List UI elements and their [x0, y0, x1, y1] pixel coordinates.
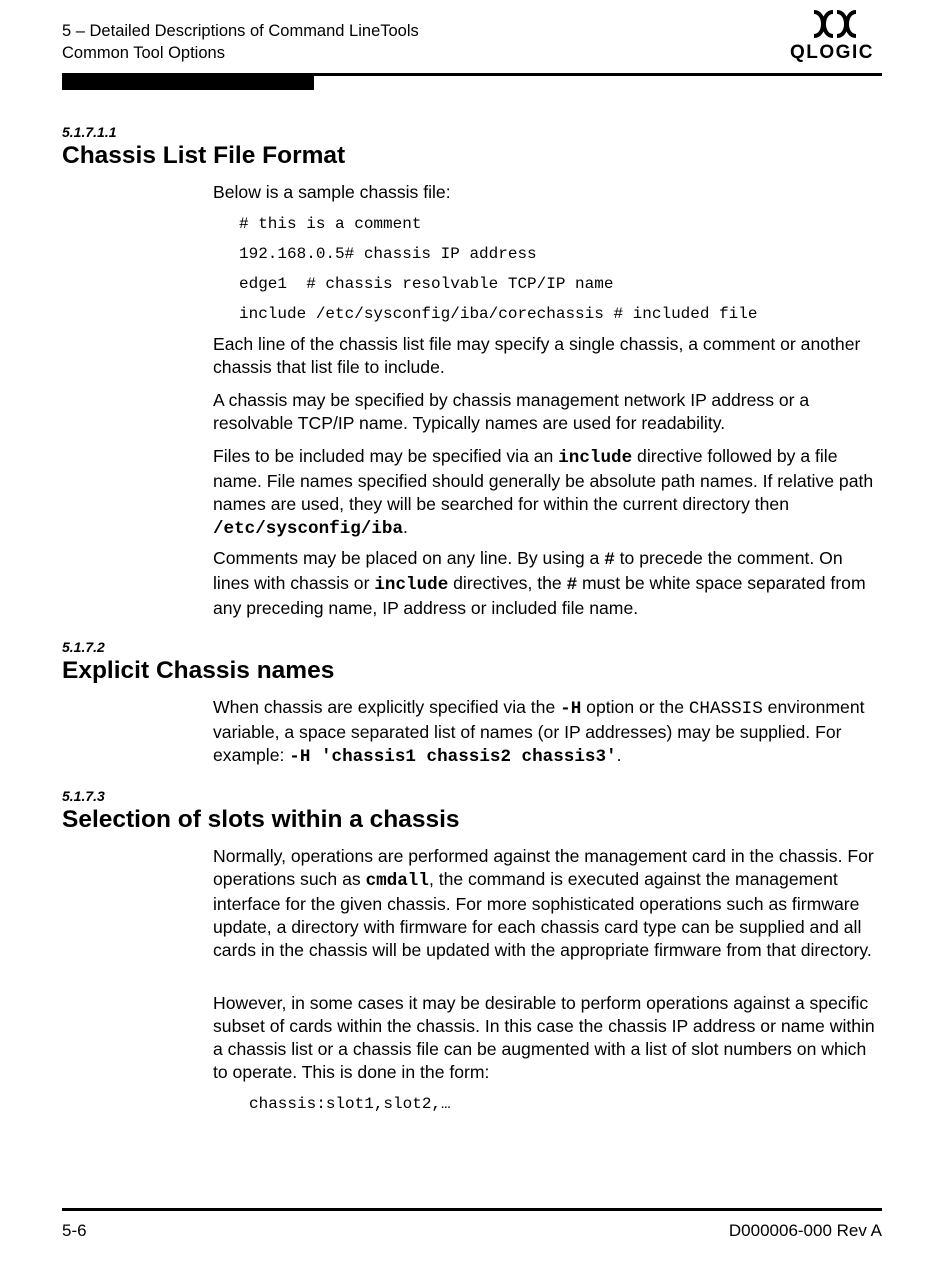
header-section: Common Tool Options	[62, 44, 225, 62]
header-bar	[62, 76, 314, 90]
text-run: Files to be included may be specified via an	[213, 446, 559, 466]
section-number: 5.1.7.2	[62, 639, 105, 655]
paragraph	[213, 845, 883, 962]
inline-code: cmdall	[365, 871, 429, 891]
page-number: 5-6	[62, 1221, 87, 1240]
code-line: chassis:slot1,slot2,…	[249, 1095, 451, 1113]
section-title: Selection of slots within a chassis	[62, 806, 460, 833]
text-run: Comments may be placed on any line. By using a	[213, 548, 605, 568]
qlogic-logo-icon	[812, 10, 858, 38]
inline-code: -H 'chassis1 chassis2 chassis3'	[289, 747, 617, 767]
inline-code: /etc/sysconfig/iba	[213, 519, 404, 539]
paragraph	[213, 389, 883, 435]
text-run: Normally, operations are performed against the management card in the chassis. For operations such as	[213, 846, 874, 889]
inline-code: -H	[560, 699, 582, 719]
header-chapter: 5 – Detailed Descriptions of Command LineTools	[62, 22, 419, 40]
text-run: to precede the comment. On lines with chassis or	[213, 548, 843, 593]
text-run: When chassis are explicitly specified via the	[213, 697, 561, 717]
code-line: include /etc/sysconfig/iba/corechassis # included file	[239, 305, 758, 323]
inline-code: #	[604, 550, 615, 570]
text-run: directives, the	[448, 573, 567, 593]
section-title: Explicit Chassis names	[62, 657, 335, 684]
footer-rule	[62, 1208, 882, 1211]
text-run: , the command is executed against the management interface for the given chassis. For more sophisticated operations such as firmware update, a directory with firmware for each chassis card type can be supplied and all cards in the chassis will be updated with the appropriate firmware from that directory.	[213, 869, 872, 960]
qlogic-logo	[790, 10, 882, 66]
text-run: directive followed by a file name. File names specified should generally be absolute path names. If relative path names are used, they will be searched for within the current directory then	[213, 446, 874, 514]
code-line: 192.168.0.5# chassis IP address	[239, 245, 537, 263]
text-run: .	[616, 745, 622, 765]
section-number: 5.1.7.1.1	[62, 124, 117, 140]
paragraph: Below is a sample chassis file:	[213, 182, 451, 202]
inline-code: include	[374, 575, 449, 595]
paragraph-text: A chassis may be specified by chassis management network IP address or a resolvable TCP/IP name. Typically names are used for readability.	[213, 390, 810, 433]
document-id: D000006-000 Rev A	[728, 1221, 882, 1240]
logo-wordmark: QLOGIC	[790, 42, 874, 63]
paragraph	[213, 333, 883, 379]
running-header	[62, 20, 419, 64]
code-line: # this is a comment	[239, 215, 422, 233]
paragraph	[213, 992, 883, 1084]
section-number: 5.1.7.3	[62, 788, 105, 804]
text-run: must be white space separated from any preceding name, IP address or included file name.	[213, 573, 866, 618]
paragraph-text: Each line of the chassis list file may specify a single chassis, a comment or another chassis that list file to include.	[213, 334, 861, 377]
paragraph-text: However, in some cases it may be desirable to perform operations against a specific subset of cards within the chassis. In this case the chassis IP address or name within a chassis list or a chassis file can be augmented with a list of slot numbers on which to operate. This is done in the form:	[213, 993, 875, 1082]
inline-code: #	[566, 575, 578, 595]
inline-code: CHASSIS	[688, 699, 763, 719]
text-run: environment variable, a space separated list of names (or IP addresses) may be supplied. For example:	[213, 697, 865, 765]
code-line: edge1 # chassis resolvable TCP/IP name	[239, 275, 614, 293]
text-run: option or the	[581, 697, 689, 717]
paragraph	[213, 445, 883, 541]
inline-code: include	[558, 448, 633, 468]
section-title: Chassis List File Format	[62, 142, 346, 169]
paragraph	[213, 547, 883, 620]
text-run: .	[403, 517, 408, 537]
paragraph	[213, 696, 883, 769]
